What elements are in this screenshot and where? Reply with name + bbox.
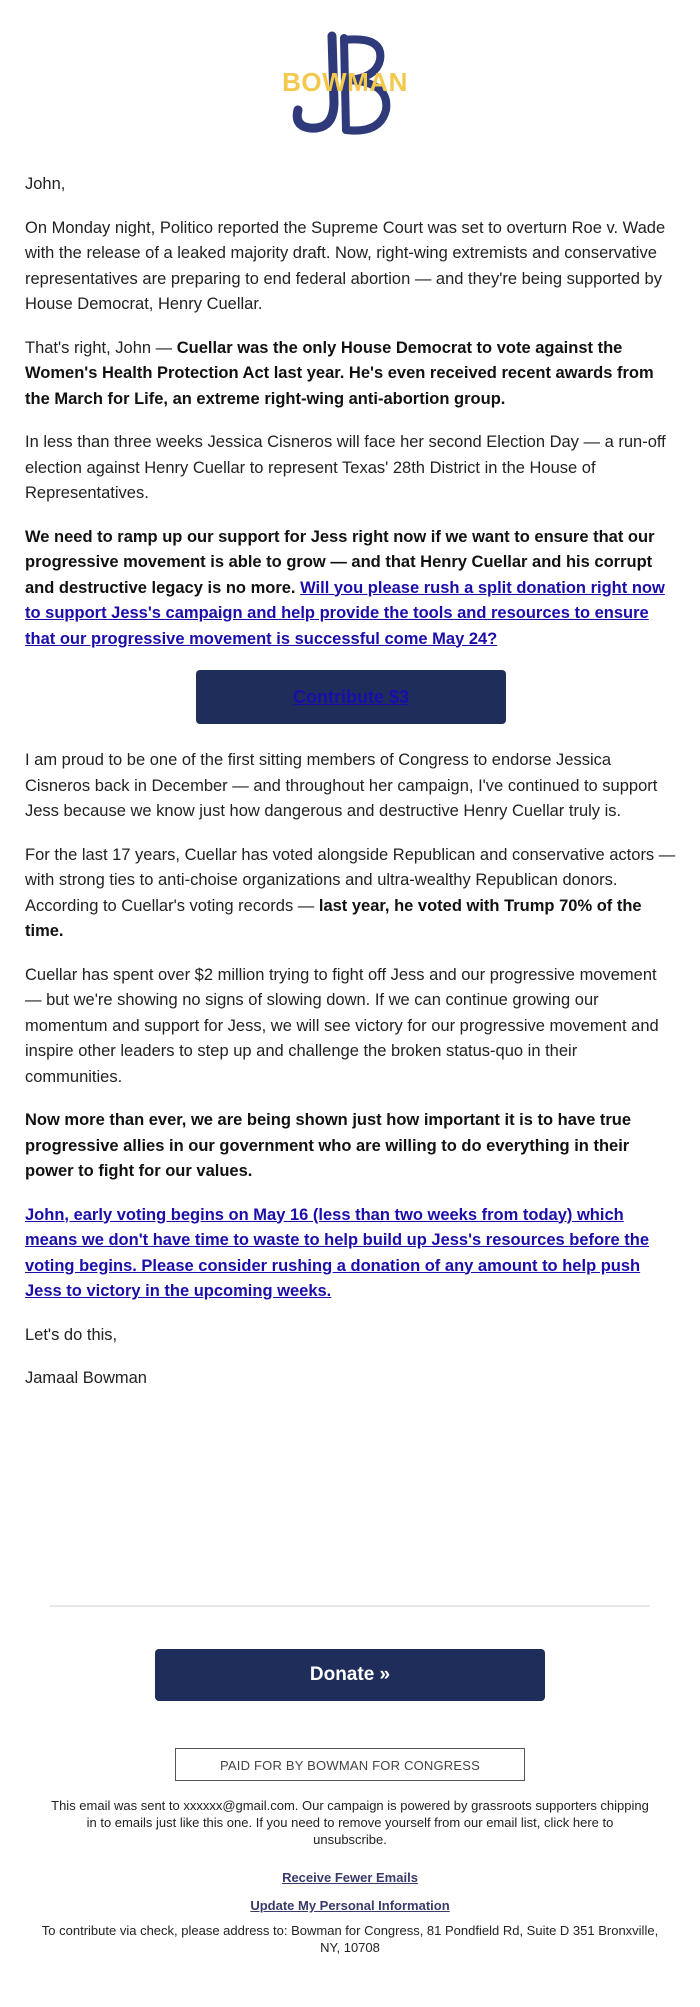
receive-fewer-emails-link[interactable]: Receive Fewer Emails <box>282 1870 418 1885</box>
early-voting-link[interactable]: John, early voting begins on May 16 (less than two weeks from today) which means we don't have time to waste to help build up Jess's resources before the voting begins. Please consider rushing a donation of any amount to help push Jess to victory in the upcoming weeks. <box>25 1205 650 1300</box>
paragraph-early-voting <box>25 1203 677 1305</box>
bowman-logo <box>280 30 410 140</box>
contribute-button[interactable]: Contribute $3 <box>196 670 506 724</box>
svg-text:BOWMAN: BOWMAN <box>282 67 408 97</box>
paragraph-cuellar-vote <box>25 336 677 413</box>
bold-trump: last year, he voted with Trump 70% of the time. <box>25 896 642 940</box>
contribute-wrap <box>25 670 677 724</box>
signoff: Let's do this, <box>25 1325 118 1344</box>
greeting: John, <box>25 175 66 193</box>
update-info-link[interactable]: Update My Personal Information <box>250 1898 450 1913</box>
paid-for-box: PAID FOR BY BOWMAN FOR CONGRESS <box>175 1748 525 1781</box>
paragraph-runoff: In less than three weeks Jessica Cisneros will face her second Election Day — a run-off election against Henry Cuellar to represent Texas' 28th District in the House of Representatives. <box>25 433 666 502</box>
text-record: For the last 17 years, Cuellar has voted alongside Republican and conservative actors — with strong ties to anti-choise organizations and ultra-wealthy Republican donors. According to Cuellar's voting records — <box>25 845 676 915</box>
paragraph-allies <box>25 1108 677 1185</box>
paragraph-record <box>25 843 677 945</box>
divider <box>50 1605 650 1607</box>
text-intro: That's right, John — <box>25 338 177 357</box>
paragraph-endorse: I am proud to be one of the first sitting members of Congress to endorse Jessica Cisneros back in December — and throughout her campaign, I've continued to support Jess because we know just how dangerous and destructive Henry Cuellar truly is. <box>25 751 658 820</box>
email-body <box>25 172 677 1410</box>
paragraph-ask <box>25 525 677 653</box>
paragraph-momentum: Cuellar has spent over $2 million trying to fight off Jess and our progressive movement — but we're showing no signs of slowing down. If we can continue growing our momentum and support for Jess, we will see victory for our progressive movement and inspire other leaders to step up and challenge the broken status-quo in their communities. <box>25 965 659 1086</box>
bold-statement: Cuellar was the only House Democrat to vote against the Women's Health Protection Act last year. He's even received recent awards from the March for Life, an extreme right-wing anti-abortion group. <box>25 338 654 408</box>
split-donation-link[interactable]: Will you please rush a split donation right now to support Jess's campaign and help provide the tools and resources to ensure that our progressive movement is successful come May 24? <box>25 578 665 648</box>
bold-allies: Now more than ever, we are being shown just how important it is to have true progressive allies in our government who are willing to do everything in their power to fight for our values. <box>25 1111 632 1180</box>
footer-notice: This email was sent to xxxxxx@gmail.com. Our campaign is powered by grassroots supporters chipping in to emails just like this one. If you need to remove yourself from our email list, click here to unsubscribe. <box>51 1798 649 1847</box>
paragraph-roe: On Monday night, Politico reported the Supreme Court was set to overturn Roe v. Wade with the release of a leaked majority draft. Now, right-wing extremists and conservative representatives are preparing to end federal abortion — and they're being supported by House Democrat, Henry Cuellar. <box>25 218 666 313</box>
donate-button[interactable]: Donate » <box>155 1649 545 1701</box>
bold-ask: We need to ramp up our support for Jess right now if we want to ensure that our progressive movement is able to grow — and that Henry Cuellar and his corrupt and destructive legacy is no more. <box>25 527 655 597</box>
check-address: To contribute via check, please address to: Bowman for Congress, 81 Pondfield Rd, Suite D 351 Bronxville, NY, 10708 <box>41 1923 659 1955</box>
signature: Jamaal Bowman <box>25 1369 147 1387</box>
